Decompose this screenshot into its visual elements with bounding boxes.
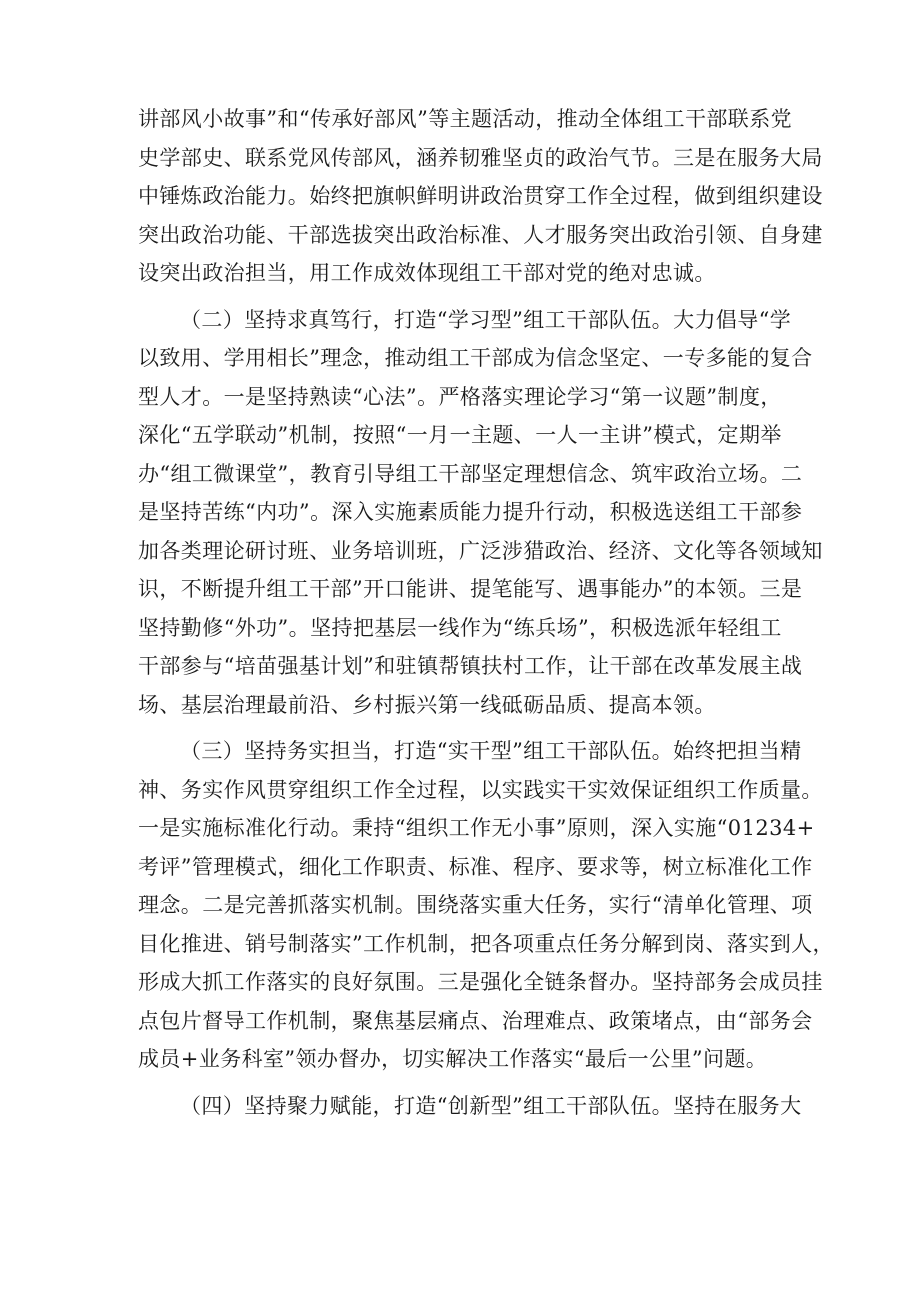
text-line: 突出政治功能、干部选拔突出政治标准、人才服务突出政治引领、自身建 bbox=[138, 222, 823, 247]
text-line: 成员+业务科室”领办督办，切实解决工作落实“最后一公里”问题。 bbox=[138, 1047, 768, 1071]
text-line: 干部参与“培苗强基计划”和驻镇帮镇扶村工作，让干部在改革发展主战 bbox=[138, 654, 803, 678]
text-line: 设突出政治担当，用工作成效体现组工干部对党的绝对忠诚。 bbox=[138, 261, 716, 285]
text-line: 是坚持苦练“内功”。深入实施素质能力提升行动，积极选送组工干部参 bbox=[138, 500, 803, 524]
text-line: 办“组工微课堂”，教育引导组工干部坚定理想信念、筑牢政治立场。二 bbox=[138, 461, 803, 486]
text-line: 一是实施标准化行动。秉持“组织工作无小事”原则，深入实施“01234+ bbox=[138, 816, 815, 840]
text-line: 理念。二是完善抓落实机制。围绕落实重大任务，实行“清单化管理、项 bbox=[138, 893, 813, 917]
text-line: 史学部史、联系党风传部风，涵养韧雅坚贞的政治气节。三是在服务大局 bbox=[138, 145, 823, 170]
text-line: 考评”管理模式，细化工作职责、标准、程序、要求等，树立标准化工作 bbox=[138, 854, 813, 879]
text-line: 识，不断提升组工干部”开口能讲、提笔能写、遇事能办”的本领。三是 bbox=[138, 577, 803, 601]
text-line: 点包片督导工作机制，聚焦基层痛点、治理难点、政策堵点，由“部务会 bbox=[138, 1008, 813, 1033]
document-body bbox=[138, 100, 834, 1125]
section-heading-line: （二）坚持求真笃行，打造“学习型”组工干部队伍。大力倡导“学 bbox=[180, 307, 792, 332]
text-line: 讲部风小故事”和“传承好部风”等主题活动，推动全体组工干部联系党 bbox=[138, 107, 793, 131]
text-line: 加各类理论研讨班、业务培训班，广泛涉猎政治、经济、文化等各领域知 bbox=[138, 538, 823, 563]
text-line: 形成大抓工作落实的良好氛围。三是强化全链条督办。坚持部务会成员挂 bbox=[138, 970, 823, 994]
text-line: 场、基层治理最前沿、乡村振兴第一线砥砺品质、提高本领。 bbox=[138, 692, 716, 717]
text-line: 型人才。一是坚持熟读“心法”。严格落实理论学习“第一议题”制度， bbox=[138, 384, 782, 409]
text-line: 中锤炼政治能力。始终把旗帜鲜明讲政治贯穿工作全过程，做到组织建设 bbox=[138, 184, 823, 208]
section-heading-line: （三）坚持务实担当，打造“实干型”组工干部队伍。始终把担当精 bbox=[180, 739, 802, 763]
text-line: 以致用、学用相长”理念，推动组工干部成为信念坚定、一专多能的复合 bbox=[138, 346, 813, 370]
text-line: 目化推进、销号制落实”工作机制，把各项重点任务分解到岗、落实到人， bbox=[138, 931, 834, 956]
text-line: 坚持勤修“外功”。坚持把基层一线作为“练兵场”，积极选派年轻组工 bbox=[138, 615, 782, 640]
text-line: 神、务实作风贯穿组织工作全过程，以实践实干实效保证组织工作质量。 bbox=[138, 777, 823, 802]
section-heading-line: （四）坚持聚力赋能，打造“创新型”组工干部队伍。坚持在服务大 bbox=[180, 1093, 802, 1118]
text-line: 深化“五学联动”机制，按照“一月一主题、一人一主讲”模式，定期举 bbox=[138, 423, 782, 447]
